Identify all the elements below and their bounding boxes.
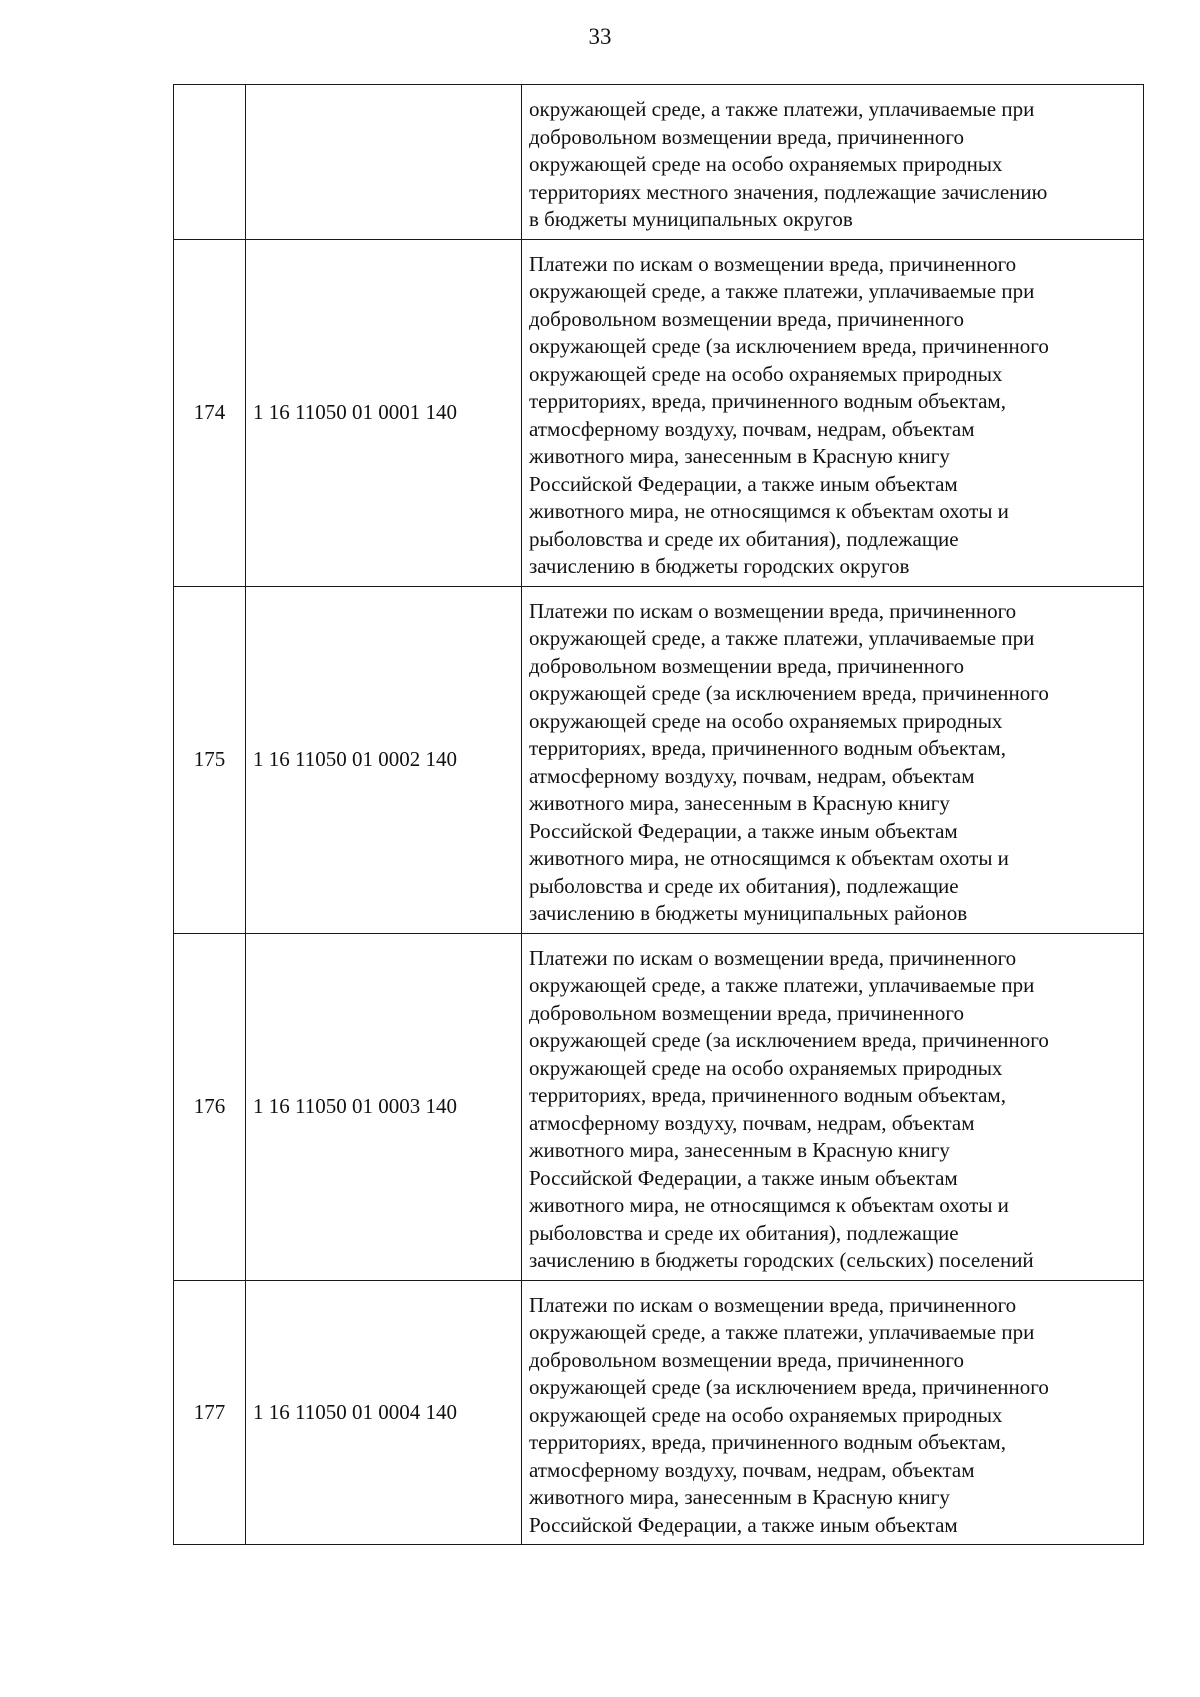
description-line: Платежи по искам о возмещении вреда, причиненного: [529, 1292, 1017, 1317]
description-line: животного мира, занесенным в Красную книгу: [529, 444, 950, 468]
description-cell: [522, 1280, 1144, 1545]
description-line: зачислению в бюджеты муниципальных районов: [529, 901, 968, 925]
row-number-cell: 175: [174, 586, 246, 933]
description-line: окружающей среде на особо охраняемых природных: [529, 361, 1003, 386]
revenue-codes-table: [173, 84, 1144, 1545]
description-cell: [522, 586, 1144, 933]
description-line: Российской Федерации, а также иным объектам: [529, 471, 958, 496]
description-line: атмосферному воздуху, почвам, недрам, объектам: [529, 1457, 975, 1482]
description-line: Платежи по искам о возмещении вреда, причиненного: [529, 945, 1017, 970]
description-line: добровольном возмещении вреда, причиненного: [529, 124, 965, 149]
description-line: окружающей среде, а также платежи, уплачиваемые при: [529, 97, 1035, 121]
description-line: окружающей среде на особо охраняемых природных: [529, 1055, 1003, 1080]
description-line: атмосферному воздуху, почвам, недрам, объектам: [529, 763, 975, 788]
description-line: окружающей среде (за исключением вреда, причиненного: [529, 1375, 1049, 1399]
budget-code-cell: 1 16 11050 01 0002 140: [246, 586, 522, 933]
table-row: [174, 239, 1144, 586]
description-line: атмосферному воздуху, почвам, недрам, объектам: [529, 416, 975, 441]
description-line: добровольном возмещении вреда, причиненного: [529, 1000, 965, 1025]
description-line: животного мира, не относящимся к объектам охоты и: [529, 499, 1009, 523]
row-number-cell: [174, 85, 246, 240]
description-line: окружающей среде на особо охраняемых природных: [529, 1402, 1003, 1427]
description-line: окружающей среде (за исключением вреда, причиненного: [529, 681, 1049, 705]
description-line: территориях, вреда, причиненного водным объектам,: [529, 736, 1006, 760]
budget-code-cell: 1 16 11050 01 0001 140: [246, 239, 522, 586]
description-line: окружающей среде, а также платежи, уплачиваемые при: [529, 1320, 1035, 1344]
description-line: добровольном возмещении вреда, причиненного: [529, 1347, 965, 1372]
description-line: добровольном возмещении вреда, причиненного: [529, 306, 965, 331]
description-cell: [522, 239, 1144, 586]
description-line: территориях, вреда, причиненного водным объектам,: [529, 389, 1006, 413]
description-line: окружающей среде на особо охраняемых природных: [529, 152, 1003, 176]
description-line: Платежи по искам о возмещении вреда, причиненного: [529, 251, 1017, 276]
description-line: рыболовства и среде их обитания), подлежащие: [529, 526, 959, 551]
description-line: территориях, вреда, причиненного водным объектам,: [529, 1083, 1006, 1107]
budget-code-cell: 1 16 11050 01 0003 140: [246, 933, 522, 1280]
description-line: зачислению в бюджеты городских (сельских) поселений: [529, 1248, 1034, 1272]
description-line: окружающей среде, а также платежи, уплачиваемые при: [529, 973, 1035, 997]
description-line: рыболовства и среде их обитания), подлежащие: [529, 1220, 959, 1245]
description-line: окружающей среде (за исключением вреда, причиненного: [529, 334, 1049, 358]
budget-code-cell: 1 16 11050 01 0004 140: [246, 1280, 522, 1545]
description-line: Российской Федерации, а также иным объектам: [529, 818, 958, 843]
description-line: окружающей среде (за исключением вреда, причиненного: [529, 1028, 1049, 1052]
description-line: добровольном возмещении вреда, причиненного: [529, 653, 965, 678]
description-line: животного мира, занесенным в Красную книгу: [529, 791, 950, 815]
row-number-cell: 176: [174, 933, 246, 1280]
row-number-cell: 177: [174, 1280, 246, 1545]
description-line: в бюджеты муниципальных округов: [529, 207, 853, 231]
description-cell: [522, 933, 1144, 1280]
description-line: животного мира, занесенным в Красную книгу: [529, 1485, 950, 1509]
description-line: окружающей среде, а также платежи, уплачиваемые при: [529, 626, 1035, 650]
description-line: окружающей среде на особо охраняемых природных: [529, 708, 1003, 733]
description-cell: [522, 85, 1144, 240]
description-line: Платежи по искам о возмещении вреда, причиненного: [529, 598, 1017, 623]
table-row: [174, 586, 1144, 933]
table-row: [174, 85, 1144, 240]
budget-code-cell: [246, 85, 522, 240]
description-line: Российской Федерации, а также иным объектам: [529, 1165, 958, 1190]
description-line: зачислению в бюджеты городских округов: [529, 554, 910, 578]
description-line: атмосферному воздуху, почвам, недрам, объектам: [529, 1110, 975, 1135]
description-line: территориях, вреда, причиненного водным объектам,: [529, 1430, 1006, 1454]
page-number: 33: [588, 24, 612, 49]
description-line: животного мира, не относящимся к объектам охоты и: [529, 846, 1009, 870]
row-number-cell: 174: [174, 239, 246, 586]
description-line: животного мира, занесенным в Красную книгу: [529, 1138, 950, 1162]
description-line: рыболовства и среде их обитания), подлежащие: [529, 873, 959, 898]
description-line: Российской Федерации, а также иным объектам: [529, 1512, 958, 1537]
description-line: территориях местного значения, подлежащие зачислению: [529, 179, 1048, 204]
table-row: [174, 933, 1144, 1280]
description-line: животного мира, не относящимся к объектам охоты и: [529, 1193, 1009, 1217]
table-row: [174, 1280, 1144, 1545]
description-line: окружающей среде, а также платежи, уплачиваемые при: [529, 279, 1035, 303]
